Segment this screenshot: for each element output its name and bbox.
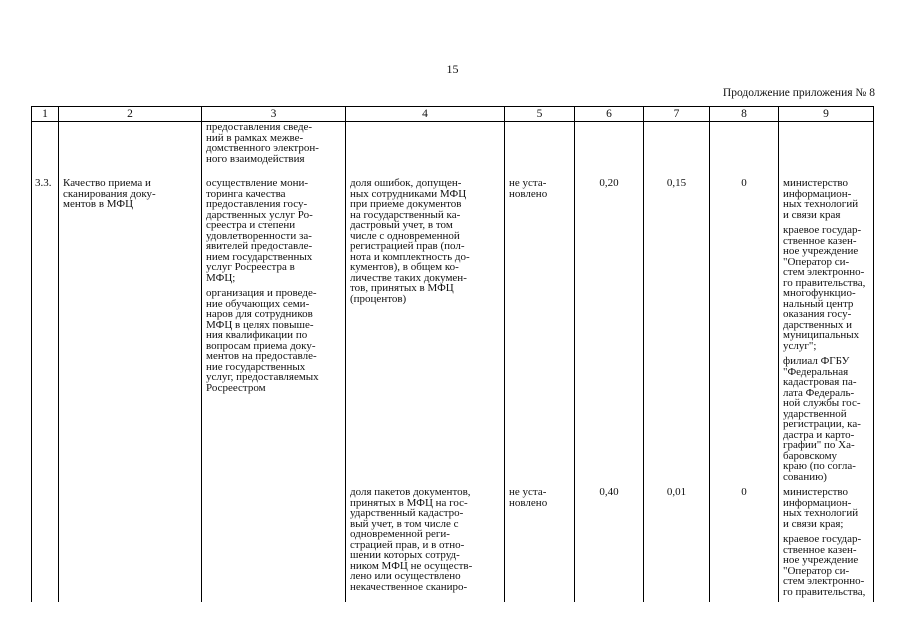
base-value: не уста- новлено [505, 487, 575, 602]
col-header-7: 7 [644, 107, 710, 122]
col-header-6: 6 [575, 107, 644, 122]
value-col-7: 0,01 [644, 487, 710, 602]
value-col-8: 0 [710, 487, 779, 602]
executors: министерство информацион- ных технологий и связи края; краевое государ- ственное казен- ное учреждение "Оператор си- стем электронно- го правительства, [779, 487, 874, 602]
col-header-4: 4 [346, 107, 505, 122]
carryover-activity: предоставления сведе- ний в рамках межве- домственного электрон- ного взаимодействия [202, 122, 346, 165]
page-number: 15 [446, 62, 459, 76]
executors: министерство информацион- ных технологий и связи края краевое государ- ственное казен- ное учреждение "Оператор си- стем электронно- го правительства, многофункцио- нальный центр оказания госу- дарственных и муниципальных услуг"; филиал ФГБУ "Федеральная кадастровая па- лата Федераль- ной службы гос- ударственной регистрации, ка- дастра и карто- графии" по Ха- баровскому краю (по согла- сованию) [779, 178, 874, 487]
header-row [32, 107, 874, 122]
row-number: 3.3. [32, 178, 59, 487]
continuation-label: Продолжение приложения № 8 [722, 87, 875, 99]
col-header-5: 5 [505, 107, 575, 122]
measure-name: Качество приема и сканирования доку- ментов в МФЦ [59, 178, 202, 487]
table-row [32, 122, 874, 165]
table-row [32, 178, 874, 487]
table-row [32, 487, 874, 602]
value-col-6: 0,40 [575, 487, 644, 602]
measure-activities: осуществление мони- торинга качества предоставления госу- дарственных услуг Ро- среестра и степени удовлетворенности за- явителей предоставле- нием государственных услуг Росреестра в МФЦ; организация и проведе- ние обучающих семи- наров для сотрудников МФЦ в целях повыше- ния квалификации по вопросам приема доку- ментов на предоставле- ние государственных услуг, предоставляемых Росреестром [202, 178, 346, 487]
indicator-text: доля пакетов документов, принятых в МФЦ на гос- ударственный кадастро- вый учет, в том числе с одновременной реги- страцией прав, и в отно- шении которых сотруд- ником МФЦ не осуществ- лено или осуществлено некачественное сканиро- [346, 487, 505, 602]
col-header-2: 2 [59, 107, 202, 122]
col-header-3: 3 [202, 107, 346, 122]
value-col-7: 0,15 [644, 178, 710, 487]
value-col-8: 0 [710, 178, 779, 487]
value-col-6: 0,20 [575, 178, 644, 487]
indicator-text: доля ошибок, допущен- ных сотрудниками МФЦ при приеме документов на государственный ка- дастровый учет, в том числе с одновременной регистрацией прав (пол- нота и комплектность до- кументов), в общем ко- личестве таких докумен- тов, принятых в МФЦ (процентов) [346, 178, 505, 487]
col-header-8: 8 [710, 107, 779, 122]
base-value: не уста- новлено [505, 178, 575, 487]
col-header-9: 9 [779, 107, 874, 122]
measures-table [31, 106, 874, 602]
col-header-1: 1 [32, 107, 59, 122]
row-spacer [32, 164, 874, 178]
